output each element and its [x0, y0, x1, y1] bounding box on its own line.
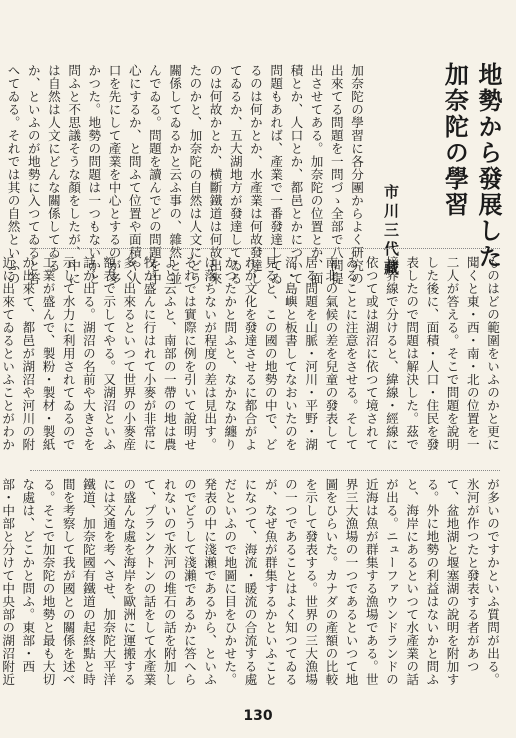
paragraph: ものはどの範圍をいふのかと更に聞くと東・西・南・北の位置を一二人が答える。そこで問題を說明した後に、面積・人口・住民を發表したので問題は解決した。茲で境界線で分けると、緯線・經線に依つて或は湖沼に依つて境されてゐることに注意をさせる。そして南北の氣候の差を兒童の發表して居る問題を山脈・河川・平野・湖沼・島嶼と板書してなおいたのを見ると、この國の地勢の中で、どれが文化を發達させるに都合がよかつたかと問ふと、なかなか纏りは落ちないが程度の差は見出す。それでは實際に例を引いて說明せよと云ふと、南部の一帶の地は農牧が盛んに行はれて小麥が非常に多く出來るといつて世界の小麥産額表で示してやる。又湖沼といふ話が出る。湖沼の名前や大きさを示して水力に利用されてゐるので工業が盛んで、製粉・製材・製紙が出來て、都邑が湖沼や河川の附近に出來てゐるといふことがわか: [0, 256, 500, 451]
body-block-top: [5, 64, 366, 286]
page-number: 130: [243, 708, 273, 724]
title-line-2: 加奈陀の學習: [440, 62, 470, 218]
paragraph: 加奈陀の學習に各分團からよく研究の出來てる問題を一問づゝ全部で八問提出させてある。加奈陀の位置とか、面積とか、人口とか、都邑とかについて問題もあれば、產業で一番發達してゐるのは何かとか、水產業は何故發達してゐるか、五大湖地方が發達してゐるのは何故かとか、横斷鐵道は何故出來たのかと、加奈陀の自然は人文にどう關係してゐるかと云ふ事の、雜然と並んでゐる。問題を讀んでどの問題を中心にするか、と問ふて位置や面積や人口を先にして產業を中心とするのが多かつた。地勢の問題は一つもないかと問ふと不思議そうな顏をしたが、中には自然は人文にどんな關係してゐるか、といふのが地勢に入つてゐると答へてゐる。それでは其の自然といふの: [5, 64, 364, 285]
divider: [30, 470, 500, 471]
title-line-1: 地勢から發展した: [474, 62, 503, 270]
author-name: 市川三代藏: [382, 184, 400, 279]
paragraph: が多いのですかといふ質問が出る。氷河が作つたと發表する者があつて、盆地湖と堰塞湖の說明を附加する。外に地勢の利益はないかと問ふと、海岸にあるといつて水產業の話が出る。ニューファウンドランドの近海は魚が群集する漁場である。世界三大漁場の一つであるといつて地圖をひらいた。カナダの產額の比較を示して發表する。世界の三大漁場の一つであることはよく知つてゐるが、なぜ魚が群集するかといふことになつて、海流・暖流の合流する處だといふので地圖に目をひかせた。発表の中に淺瀨であるから、といふのでどうして淺瀨であるかに答へられないので氷河の堆石の話を附加して、プランクトンの話をして水產業の盛んな處を海岸を歐洲に運搬するには交通を考へさせ、加奈陀大平洋鐵道、加奈陀國有鐵道の起終點と時間を考察して我が國との關係を述べる。そこで加奈陀の地勢と最も大切な處は、どこかと問ふ。東部・西部・中部と分けて中央部の湖沼附近: [0, 478, 500, 686]
divider: [30, 248, 500, 249]
body-block-middle: [0, 256, 502, 462]
body-block-bottom: [0, 478, 502, 690]
